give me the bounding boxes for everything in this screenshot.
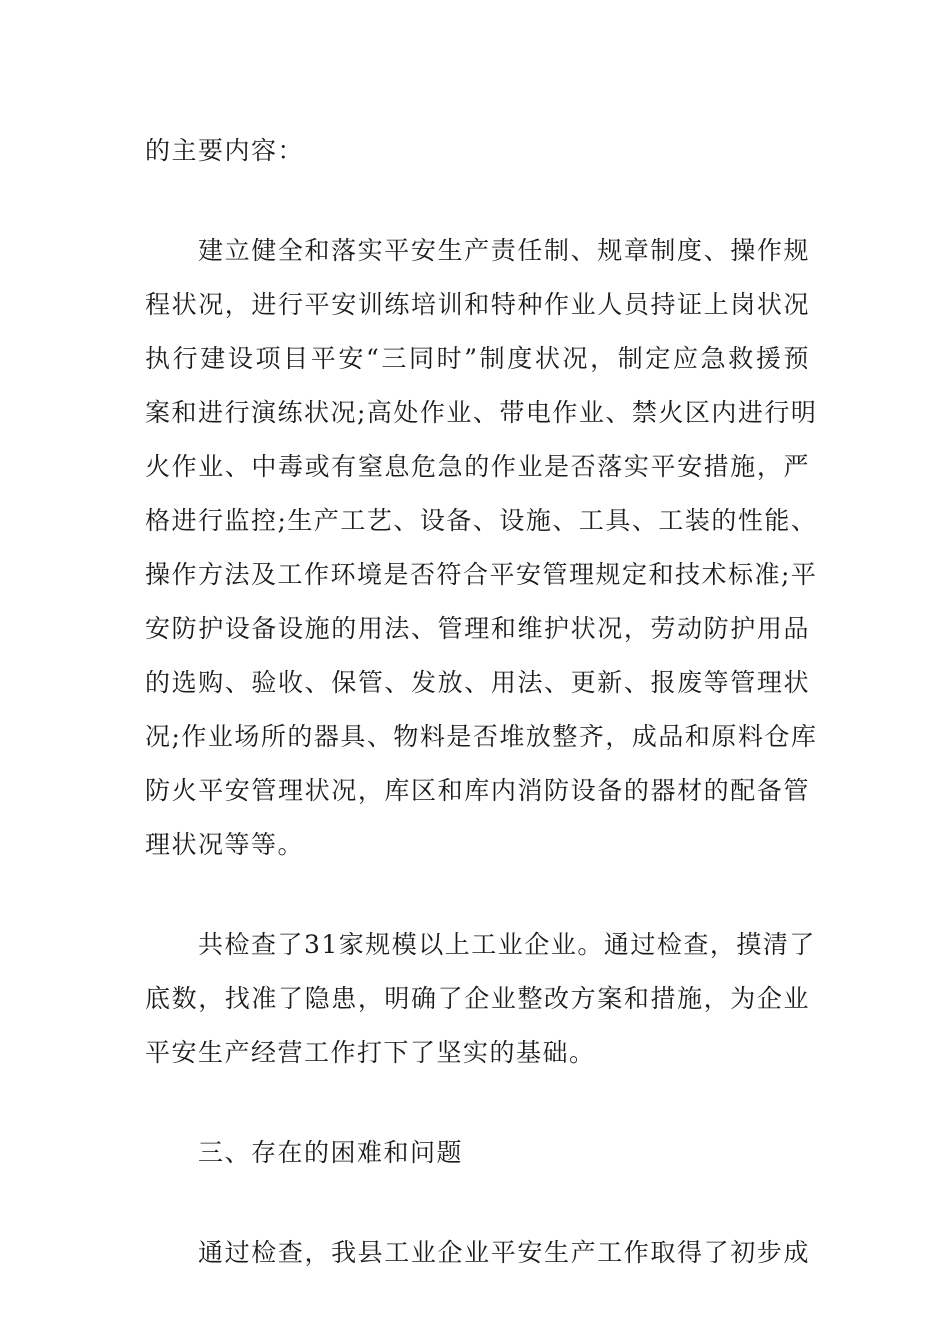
paragraph-1-line-3: 执行建设项目平安“三同时”制度状况，制定应急救援预 bbox=[145, 344, 810, 373]
paragraph-1-line-11: 防火平安管理状况，库区和库内消防设备的器材的配备管 bbox=[145, 776, 810, 805]
paragraph-1-line-7: 操作方法及工作环境是否符合平安管理规定和技术标准;平 bbox=[145, 560, 818, 589]
intro-line: 的主要内容： bbox=[145, 136, 305, 165]
paragraph-1-line-10: 况;作业场所的器具、物料是否堆放整齐，成品和原料仓库 bbox=[145, 722, 818, 751]
paragraph-1-line-6: 格进行监控;生产工艺、设备、设施、工具、工装的性能、 bbox=[145, 506, 818, 535]
paragraph-2-line-2: 底数，找准了隐患，明确了企业整改方案和措施，为企业 bbox=[145, 984, 810, 1013]
paragraph-2-line-1: 共检查了31家规模以上工业企业。通过检查，摸清了 bbox=[198, 930, 816, 959]
paragraph-2-line-3: 平安生产经营工作打下了坚实的基础。 bbox=[145, 1038, 596, 1067]
paragraph-1-line-9: 的选购、验收、保管、发放、用法、更新、报废等管理状 bbox=[145, 668, 810, 697]
paragraph-3-line-1: 通过检查，我县工业企业平安生产工作取得了初步成 bbox=[198, 1238, 810, 1267]
paragraph-1-line-4: 案和进行演练状况;高处作业、带电作业、禁火区内进行明 bbox=[145, 398, 818, 427]
paragraph-1-line-2: 程状况，进行平安训练培训和特种作业人员持证上岗状况 bbox=[145, 290, 810, 319]
paragraph-1-line-12: 理状况等等。 bbox=[145, 830, 305, 859]
paragraph-1-line-5: 火作业、中毒或有窒息危急的作业是否落实平安措施，严 bbox=[145, 452, 810, 481]
paragraph-1-line-8: 安防护设备设施的用法、管理和维护状况，劳动防护用品 bbox=[145, 614, 810, 643]
paragraph-1-line-1: 建立健全和落实平安生产责任制、规章制度、操作规 bbox=[198, 236, 810, 265]
section-heading: 三、存在的困难和问题 bbox=[198, 1138, 464, 1167]
